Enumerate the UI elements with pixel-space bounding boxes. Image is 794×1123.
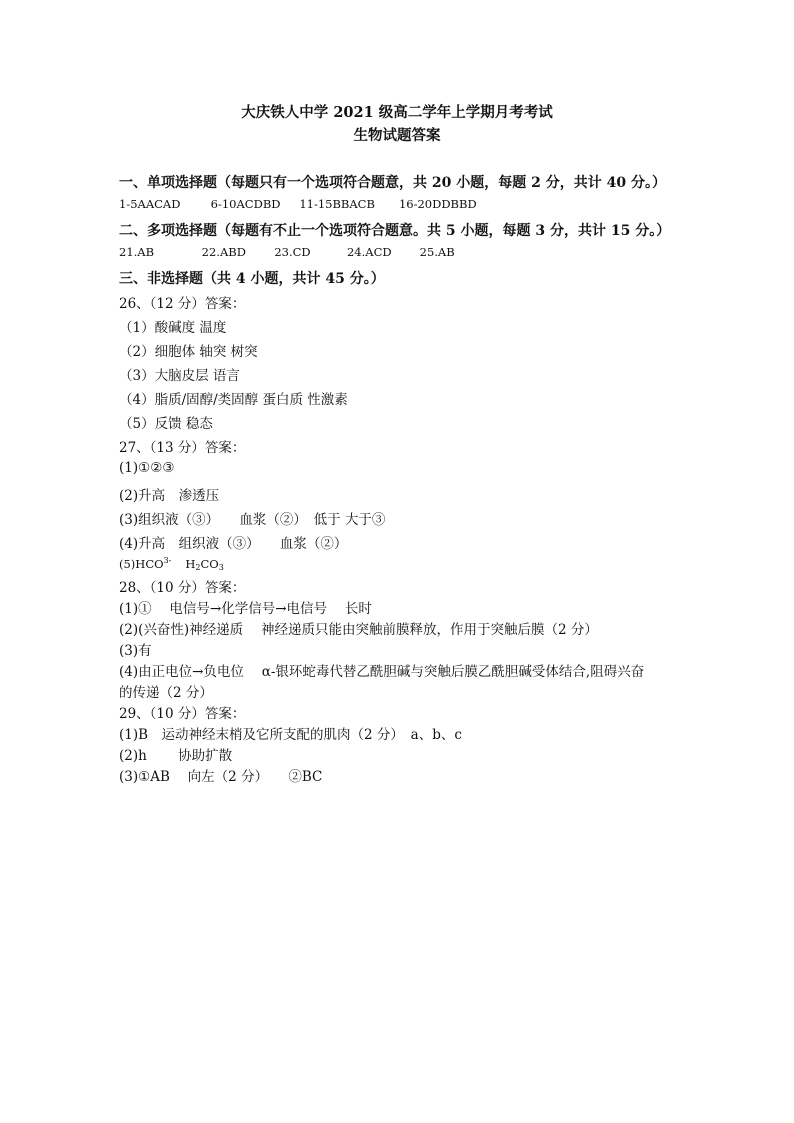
answer-line: (1)①②③: [119, 460, 175, 476]
bicarbonate-main: HCO: [135, 557, 164, 571]
carbonic-acid-sub2: 3: [218, 563, 224, 572]
section-1-heading: 一、单项选择题（每题只有一个选项符合题意，共 20 小题，每题 2 分，共计 40 分。）: [119, 175, 666, 191]
answer-group: 6-10ACDBD: [210, 197, 281, 211]
section-2-heading: 二、多项选择题（每题有不止一个选项符合题意。共 5 小题，每题 3 分，共计 15 分。）: [119, 223, 671, 239]
answer-line-continued: 的传递（2 分）: [119, 685, 213, 701]
answer-line: (2)(兴奋性)神经递质 神经递质只能由突触前膜释放，作用于突触后膜（2 分）: [119, 622, 598, 638]
answer-group: 25.AB: [419, 245, 455, 259]
answer-line: (4)由正电位→负电位 α-银环蛇毒代替乙酰胆碱与突触后膜乙酰胆碱受体结合,阻碍兴奋: [119, 664, 645, 680]
section-3-heading: 三、非选择题（共 4 小题，共计 45 分。）: [119, 271, 385, 287]
answer-line: (4)升高 组织液（③） 血浆（②）: [119, 536, 348, 552]
answer-line-formula: [119, 556, 224, 572]
answer-line: （2）细胞体 轴突 树突: [119, 344, 258, 360]
formula-prefix: (5): [119, 557, 136, 571]
answer-line: (2)h 协助扩散: [119, 748, 233, 764]
carbonic-acid-co: CO: [200, 557, 219, 571]
answer-group: 22.ABD: [201, 245, 246, 259]
section-1-answers: [119, 197, 477, 211]
answer-line: （1）酸碱度 温度: [119, 320, 227, 336]
question-28-header: 28、（10 分）答案：: [119, 580, 246, 596]
answer-line: （3）大脑皮层 语言: [119, 368, 240, 384]
question-27-header: 27、（13 分）答案：: [119, 440, 246, 456]
question-29-header: 29、（10 分）答案：: [119, 706, 246, 722]
answer-group: 11-15BBACB: [299, 197, 375, 211]
answer-group: 21.AB: [119, 245, 155, 259]
bicarbonate-charge: 3-: [163, 556, 172, 565]
answer-group: 23.CD: [274, 245, 311, 259]
section-2-answers: [119, 245, 455, 259]
answer-line: (1)① 电信号→化学信号→电信号 长时: [119, 601, 372, 617]
answer-line: (3)①AB 向左（2 分） ②BC: [119, 769, 323, 785]
answer-line: (2)升高 渗透压: [119, 488, 220, 504]
exam-subtitle: 生物试题答案: [353, 127, 441, 144]
carbonic-acid-sub1: 2: [195, 563, 201, 572]
answer-group: 16-20DDBBD: [398, 197, 477, 211]
answer-line: （5）反馈 稳态: [119, 416, 213, 432]
answer-line: （4）脂质/固醇/类固醇 蛋白质 性激素: [119, 392, 348, 408]
answer-line: (3)有: [119, 643, 152, 659]
carbonic-acid-h: H: [185, 557, 196, 571]
answer-line: (3)组织液（③） 血浆（②） 低于 大于③: [119, 512, 386, 528]
answer-group: 24.ACD: [346, 245, 392, 259]
exam-title: 大庆铁人中学 2021 级高二学年上学期月考考试: [241, 104, 553, 121]
answer-group: 1-5AACAD: [119, 197, 181, 211]
answer-line: (1)B 运动神经末梢及它所支配的肌肉（2 分） a、b、c: [119, 727, 462, 743]
question-26-header: 26、（12 分）答案：: [119, 296, 246, 312]
